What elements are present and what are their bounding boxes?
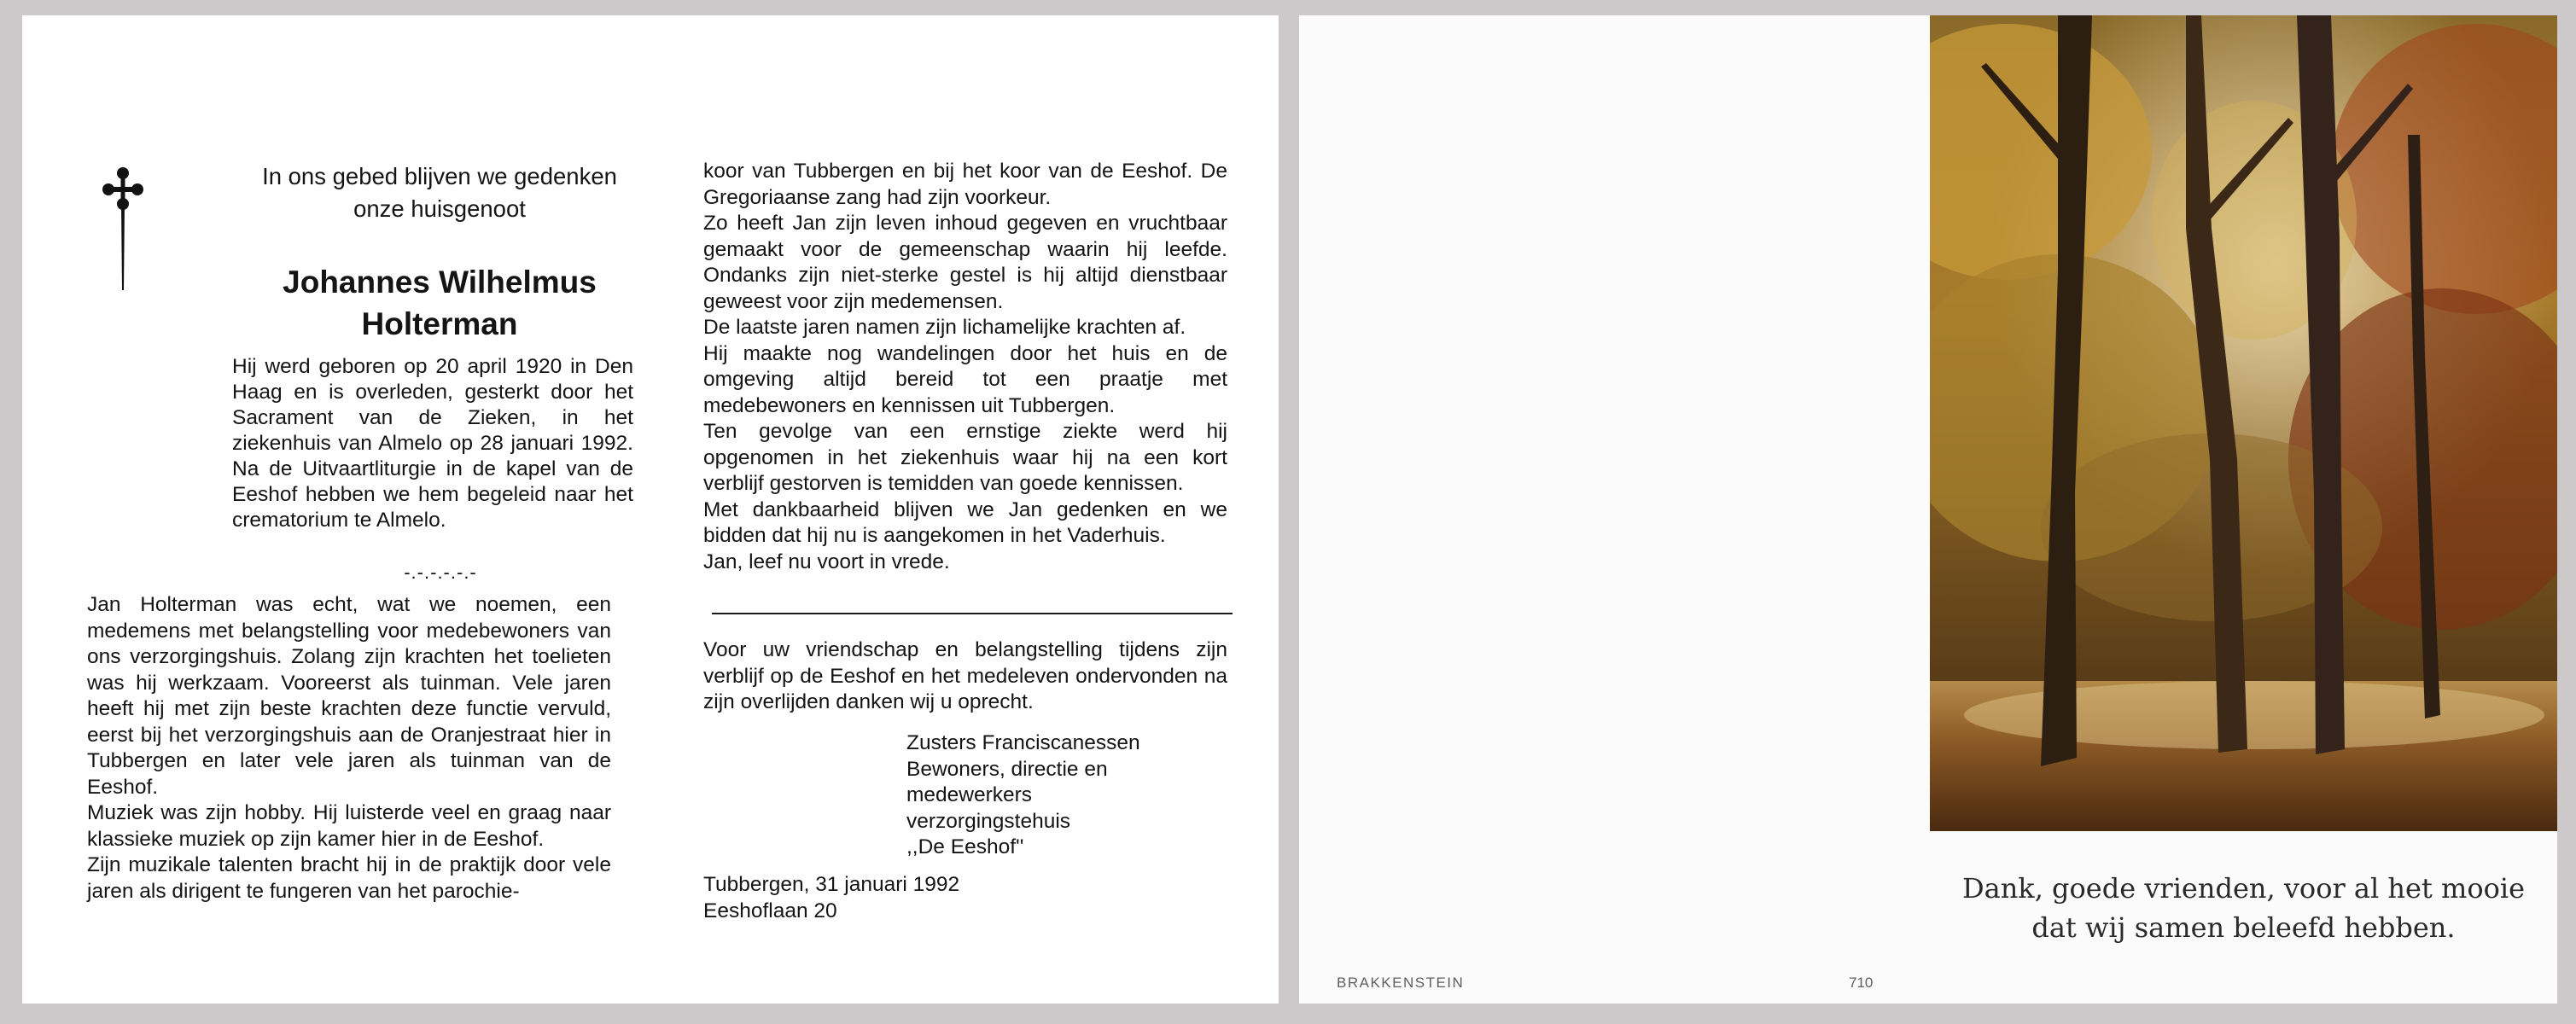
signer-line: medewerkers [906, 783, 1033, 806]
thank-you-caption [1930, 869, 2557, 947]
name-line: Johannes Wilhelmus [283, 265, 597, 300]
signer-line: ,,De Eeshof'' [906, 835, 1024, 858]
text-column-2 [703, 159, 1227, 575]
signer-line: Bewoners, directie en [906, 757, 1108, 781]
paragraph: Muziek was zijn hobby. Hij luisterde veel en graag naar klassieke muziek op zijn kamer hier in de Eeshof. [87, 801, 611, 851]
signer-line: Zusters Franciscanessen [906, 731, 1140, 754]
divider-line [712, 613, 1233, 614]
memorial-card-photo-page [1299, 15, 2557, 1004]
paragraph: Jan, leef nu voort in vrede. [703, 550, 950, 573]
signers-block [906, 730, 1248, 861]
publisher-brand: BRAKKENSTEIN [1337, 975, 1465, 991]
text-column-1 [87, 592, 611, 905]
thanks-paragraph: Voor uw vriendschap en belangstelling tijdens zijn verblijf op de Eeshof en het medeleven ondervonden na zijn overlijden danken wij u oprecht. [703, 638, 1227, 713]
cross-icon [101, 166, 145, 291]
paragraph: Ten gevolge van een ernstige ziekte werd hij opgenomen in het ziekenhuis waar hij na een kort verblijf gestorven is temidden van goede kennissen. [703, 420, 1227, 495]
separator: -.-.-.-.-.- [404, 561, 477, 583]
paragraph: Hij maakte nog wandelingen door het huis en de omgeving altijd bereid tot een praatje met medebewoners en kennissen uit Tubbergen. [703, 341, 1227, 417]
paragraph: De laatste jaren namen zijn lichamelijke krachten af. [703, 316, 1186, 339]
caption-line: dat wij samen beleefd hebben. [2031, 911, 2456, 944]
deceased-name [205, 261, 674, 345]
address: Eeshoflaan 20 [703, 899, 837, 922]
biography-paragraph: Hij werd geboren op 20 april 1920 in Den Haag en is overleden, gesterkt door het Sacrament van de Zieken, in het ziekenhuis van Almelo op 28 januari 1992. Na de Uitvaartliturgie in de kapel van de Eeshof hebben we hem begeleid naar het crematorium te Almelo. [232, 355, 633, 532]
intro-text [205, 160, 674, 225]
paragraph: Met dankbaarheid blijven we Jan gedenken en we bidden dat hij nu is aangekomen in het Vaderhuis. [703, 497, 1227, 547]
paragraph: Jan Holterman was echt, wat we noemen, een medemens met belangstelling voor medebewoners van ons verzorgingshuis. Zolang zijn krachten het toelieten was hij werkzaam. Vooreerst als tuinman. Vele jaren heeft hij met zijn beste krachten deze functie vervuld, eerst bij het verzorgingshuis aan de Oranjestraat hier in Tubbergen en later vele jaren als tuinman van de Eeshof. [87, 593, 611, 799]
name-line: Holterman [361, 306, 518, 341]
place-date: Tubbergen, 31 januari 1992 [703, 873, 960, 896]
autumn-forest-photo [1930, 15, 2557, 831]
paragraph: Zijn muzikale talenten bracht hij in de praktijk door vele jaren als dirigent te fungeren van het parochie- [87, 853, 611, 903]
paragraph: koor van Tubbergen en bij het koor van de Eeshof. De Gregoriaanse zang had zijn voorkeur. [703, 160, 1227, 209]
paragraph: Zo heeft Jan zijn leven inhoud gegeven en vruchtbaar gemaakt voor de gemeenschap waarin hij leefde. Ondanks zijn niet-sterke gestel is hij altijd dienstbaar geweest voor zijn medemensen. [703, 212, 1227, 313]
place-date-block [703, 872, 1130, 924]
caption-line: Dank, goede vrienden, voor al het mooie [1961, 872, 2526, 905]
intro-line: onze huisgenoot [353, 195, 526, 222]
signer-line: verzorgingstehuis [906, 809, 1071, 833]
print-number: 710 [1849, 975, 1874, 991]
intro-line: In ons gebed blijven we gedenken [262, 163, 617, 189]
memorial-card-text-page [22, 15, 1279, 1004]
